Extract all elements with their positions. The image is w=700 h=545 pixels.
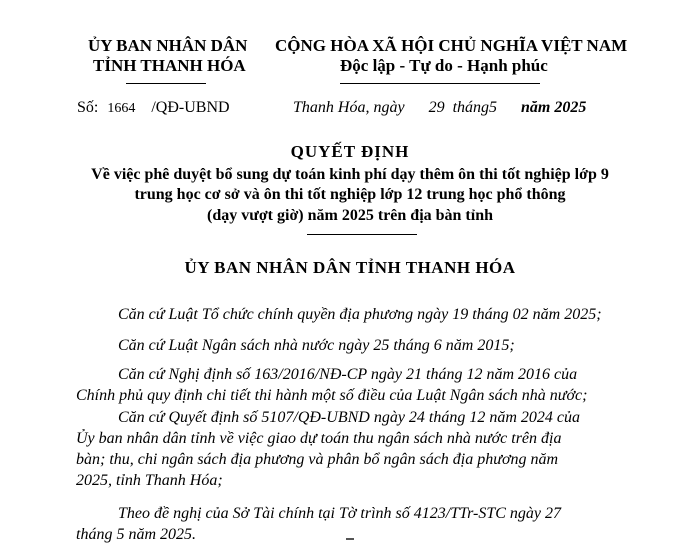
legal-basis-paragraph: [76, 503, 636, 545]
decision-subject-line: (dạy vượt giờ) năm 2025 trên địa bàn tỉnh: [206, 207, 493, 224]
document-date-row: [293, 99, 586, 117]
paragraph-line: Căn cứ Luật Tổ chức chính quyền địa phương ngày 19 tháng 02 năm 2025;: [118, 306, 602, 323]
date-year: năm 2025: [521, 99, 587, 116]
subject-underline: [307, 234, 417, 235]
issuing-authority: ỦY BAN NHÂN DÂN TỈNH THANH HÓA: [184, 258, 516, 277]
paragraph-line: 2025, tỉnh Thanh Hóa;: [76, 472, 223, 489]
legal-basis-paragraph: [76, 335, 636, 356]
paragraph-line: Theo đề nghị của Sở Tài chính tại Tờ trình số 4123/TTr-STC ngày 27: [118, 505, 562, 522]
paragraph-line: tháng 5 năm 2025.: [76, 526, 196, 543]
paragraph-line: Chính phủ quy định chi tiết thi hành một số điều của Luật Ngân sách nhà nước;: [76, 387, 588, 404]
decision-subject-line: trung học cơ sở và ôn thi tốt nghiệp lớp 12 trung học phổ thông: [134, 186, 566, 203]
document-number-row: [77, 99, 230, 117]
national-motto: Độc lập - Tự do - Hạnh phúc: [340, 56, 548, 75]
paragraph-line: Ủy ban nhân dân tỉnh về việc giao dự toán thu ngân sách nhà nước trên địa: [76, 430, 562, 447]
date-day: 29: [428, 99, 445, 116]
national-title: CỘNG HÒA XÃ HỘI CHỦ NGHĨA VIỆT NAM: [275, 36, 628, 55]
paragraph-line: Căn cứ Quyết định số 5107/QĐ-UBND ngày 24 tháng 12 năm 2024 của: [118, 409, 581, 426]
date-month: tháng5: [452, 99, 498, 116]
org-name-line2: TỈNH THANH HÓA: [93, 56, 246, 75]
paragraph-line: bàn; thu, chi ngân sách địa phương và phân bổ ngân sách địa phương năm: [76, 451, 559, 468]
date-place: Thanh Hóa, ngày: [293, 99, 405, 116]
page-fragment-mark: [346, 538, 354, 540]
motto-underline: [340, 83, 540, 84]
legal-basis-paragraph: [76, 407, 636, 491]
paragraph-line: Căn cứ Nghị định số 163/2016/NĐ-CP ngày 21 tháng 12 năm 2016 của: [118, 366, 578, 383]
paragraph-line: Căn cứ Luật Ngân sách nhà nước ngày 25 tháng 6 năm 2015;: [118, 337, 515, 354]
document-number-label: Số:: [77, 99, 99, 116]
decision-subject-line: Về việc phê duyệt bổ sung dự toán kinh phí dạy thêm ôn thi tốt nghiệp lớp 9: [91, 166, 609, 183]
document-number-suffix: /QĐ-UBND: [151, 99, 230, 116]
legal-basis-paragraph: [76, 364, 636, 406]
legal-basis-paragraph: [76, 304, 636, 325]
org-underline: [126, 83, 206, 84]
decision-title: QUYẾT ĐỊNH: [290, 142, 410, 161]
document-number: 1664: [107, 101, 136, 116]
org-name-line1: ỦY BAN NHÂN DÂN: [88, 36, 248, 55]
